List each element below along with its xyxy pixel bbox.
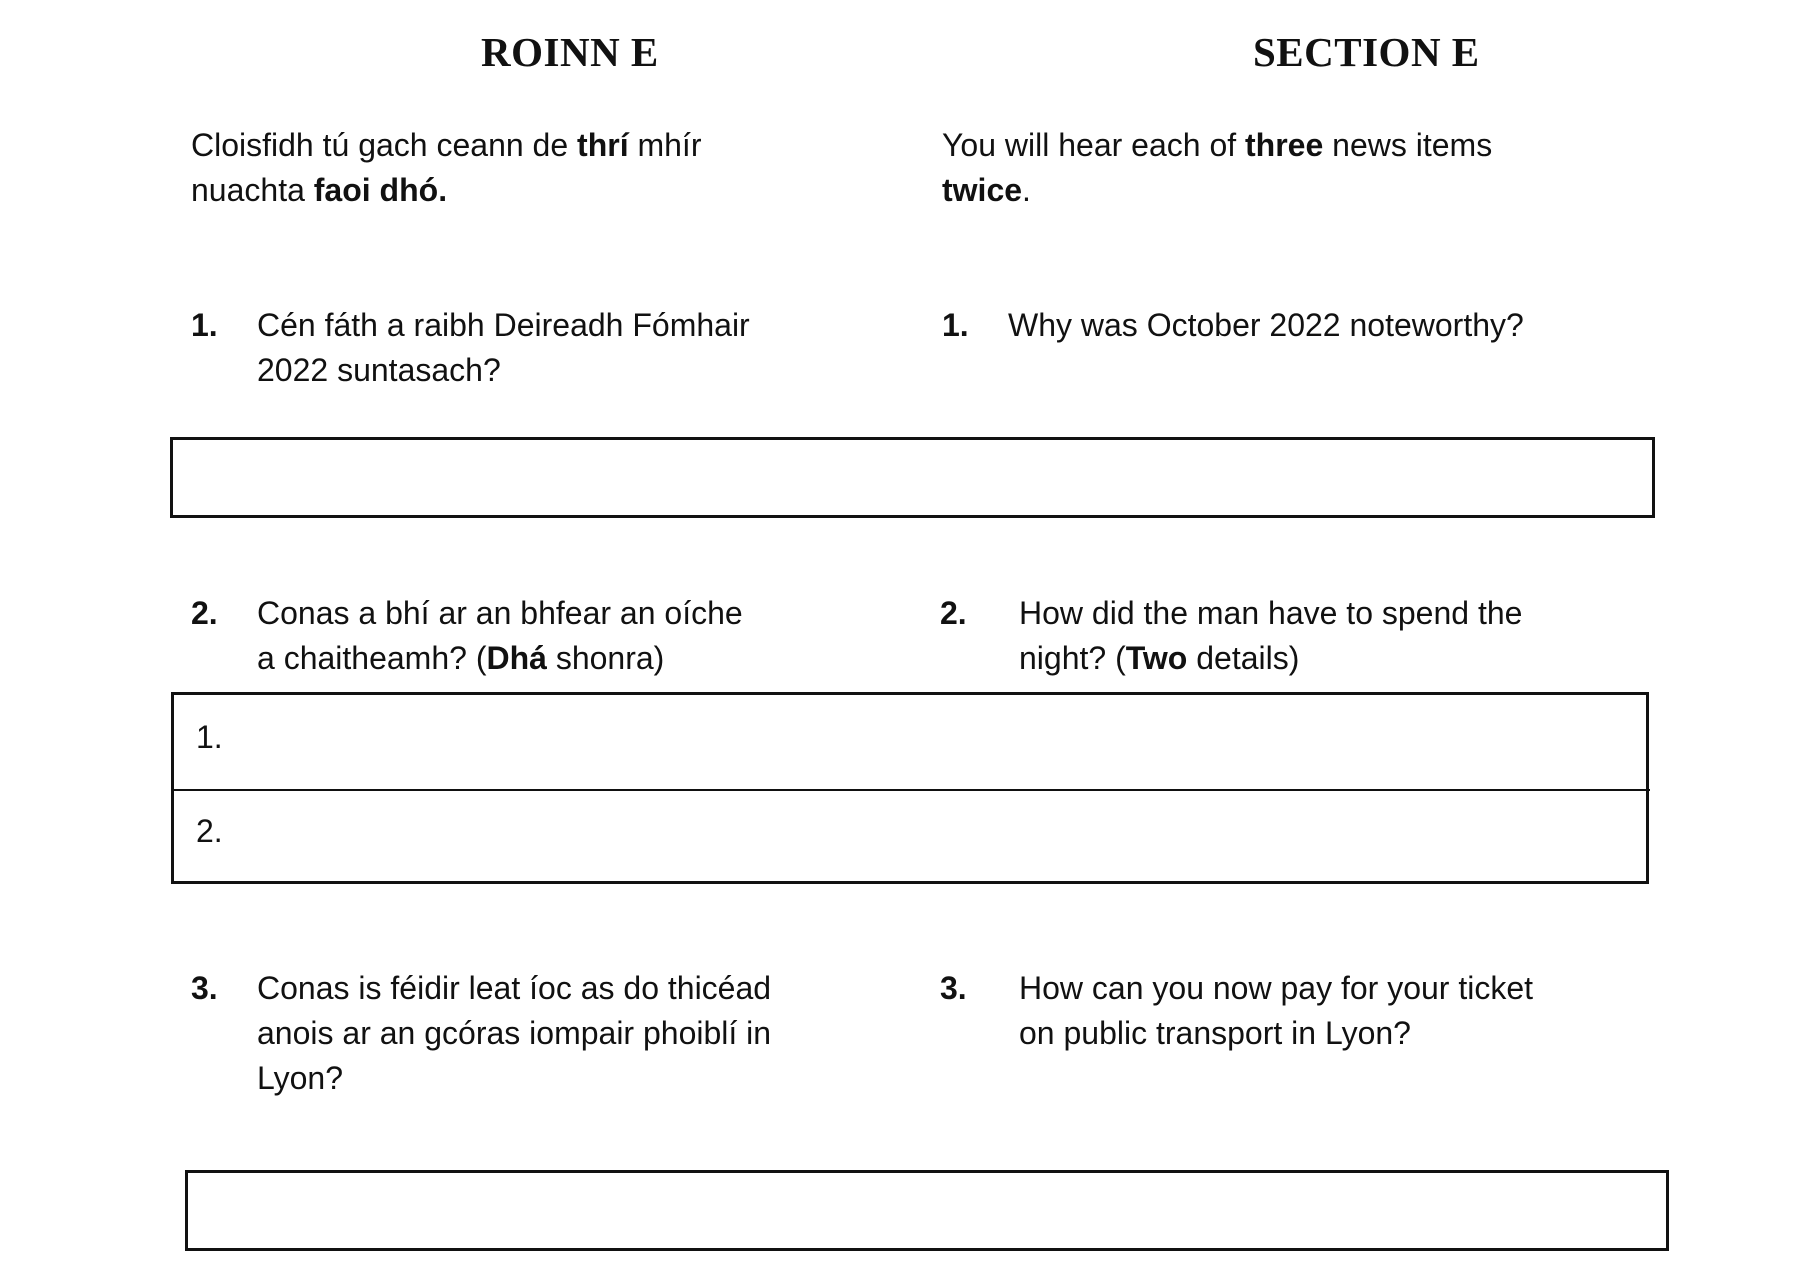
question-text: [257, 591, 857, 681]
question-number: 2.: [191, 595, 218, 631]
english-intro-text-2: news items: [1323, 127, 1493, 163]
answer-box-1[interactable]: [170, 437, 1655, 518]
question-text: Cén fáth a raibh Deireadh Fómhair 2022 suntasach?: [257, 307, 750, 388]
english-intro-text-1: You will hear each of: [942, 127, 1246, 163]
english-section-heading: SECTION E: [1253, 29, 1480, 75]
irish-intro-text-2: mhír nuachta: [191, 127, 702, 208]
question-number: 1.: [191, 307, 218, 343]
question-text: [1019, 591, 1619, 681]
question-number: 3.: [940, 970, 967, 1006]
question-text: Why was October 2022 noteworthy?: [1008, 307, 1524, 343]
answer-divider: [174, 789, 1650, 791]
answer-box-3[interactable]: [185, 1170, 1669, 1251]
question-number: 3.: [191, 970, 218, 1006]
question-text: How can you now pay for your ticket on public transport in Lyon?: [1019, 970, 1534, 1051]
english-intro-text-3: .: [1022, 172, 1031, 208]
irish-question-1: [191, 303, 851, 403]
irish-question-2: [191, 591, 851, 691]
question-line-2-bold: Dhá: [486, 640, 547, 676]
question-number: 1.: [942, 307, 969, 343]
answer-box-2[interactable]: [171, 692, 1649, 884]
english-intro-bold-2: twice: [942, 172, 1023, 208]
irish-intro-bold-1: thrí: [577, 127, 629, 163]
irish-question-3: [191, 966, 851, 1106]
question-line-2-start: a chaitheamh? (: [257, 640, 487, 676]
question-line-2-end: details): [1187, 640, 1300, 676]
question-line-2-bold: Two: [1125, 640, 1188, 676]
english-question-1: [942, 303, 1642, 363]
question-line-1: Conas a bhí ar an bhfear an oíche: [257, 595, 743, 631]
irish-intro-bold-2: faoi dhó.: [313, 172, 448, 208]
irish-intro: [191, 123, 791, 213]
irish-intro-text-1: Cloisfidh tú gach ceann de: [191, 127, 578, 163]
irish-section-heading: ROINN E: [481, 29, 659, 75]
question-line-2-start: night? (: [1019, 640, 1126, 676]
english-intro-bold-1: three: [1245, 127, 1324, 163]
english-intro: [942, 123, 1562, 213]
english-question-3: [940, 966, 1640, 1066]
english-question-2: [940, 591, 1640, 691]
question-number: 2.: [940, 595, 967, 631]
question-line-2-end: shonra): [546, 640, 665, 676]
question-line-1: How did the man have to spend the: [1019, 595, 1523, 631]
answer-line-label-1: 1.: [196, 719, 223, 755]
answer-line-label-2: 2.: [196, 813, 223, 849]
question-text: Conas is féidir leat íoc as do thicéad anois ar an gcóras iompair phoiblí in Lyon?: [257, 970, 772, 1096]
